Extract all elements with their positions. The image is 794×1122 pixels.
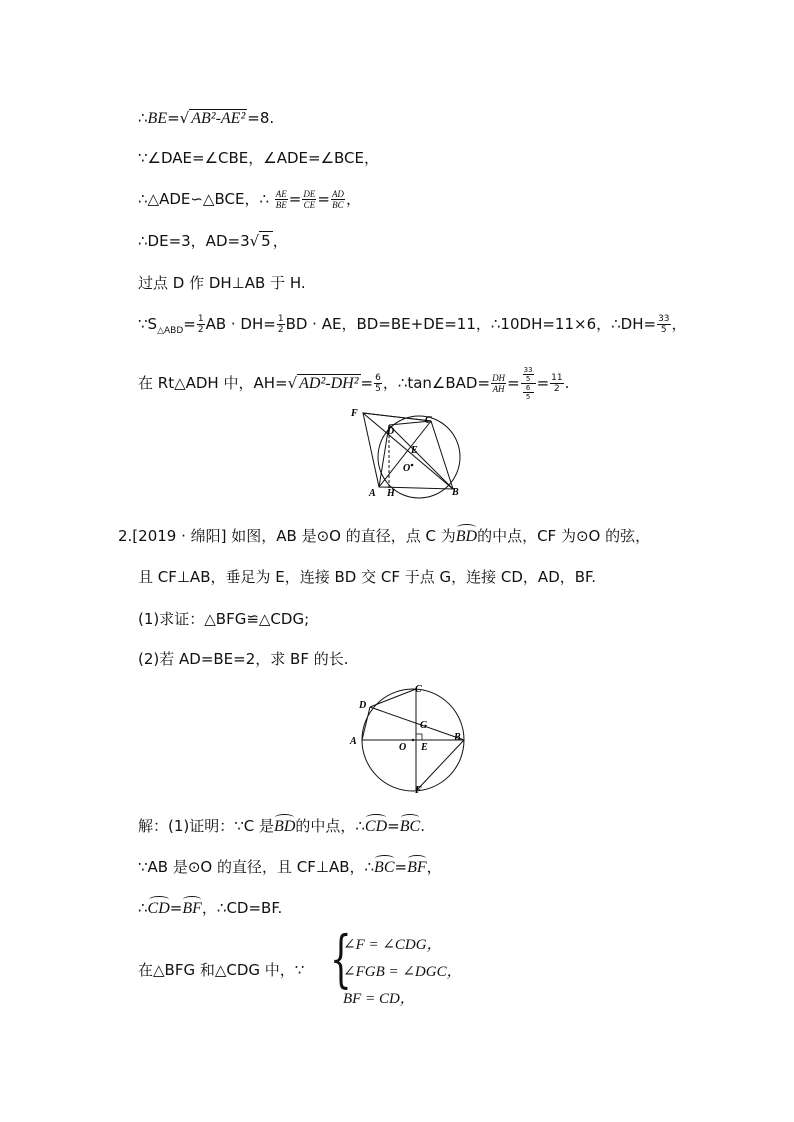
problem-2-line-1: 2.[2019 · 绵阳] 如图，AB 是⊙O 的直径，点 C 为BD的中点，CF 为⊙O 的弦， [118,527,651,545]
figure-2-label-a: A [350,736,357,747]
problem-2-question-2: (2)若 AD=BE=2，求 BF 的长. [138,650,349,668]
solution-2-line-3: ∴CD=BF，∴CD=BF. [138,899,283,917]
figure-2-label-f: F [415,785,422,794]
solution-2-line-1: 解：(1)证明：∵C 是BD的中点，∴CD=BC. [138,817,425,835]
solution-line-angles: ∵∠DAE=∠CBE，∠ADE=∠BCE， [138,149,380,167]
figure-2-label-c: C [415,684,422,695]
figure-1-label-c: C [425,415,432,426]
solution-line-area: $\because S_{\triangle ABD}=$ $\frac{1}{2}$ AB · DH= $\frac{1}{2}$ BD · AE，BD=BE+DE=11，∴10DH=11×6，∴DH= $\frac{33}{5}$ ， [138,314,687,336]
figure-2-label-o: O [399,742,407,753]
figure-1-label-o: O [403,463,411,474]
solution-line-dh: 过点 D 作 DH⊥AB 于 H. [138,274,306,292]
figure-1-label-a: A [369,488,376,499]
figure-1-label-d: D [387,426,395,437]
equation-system-brace: { [330,922,352,995]
problem-2-question-1: (1)求证：△BFG≌△CDG; [138,610,310,628]
figure-2-label-e: E [421,742,428,753]
figure-2-label-g: G [420,720,428,731]
figure-2-label-b: B [454,732,461,743]
solution-2-line-2: ∵AB 是⊙O 的直径，且 CF⊥AB，∴BC=BF， [138,858,442,876]
figure-1-label-e: E [411,445,418,456]
solution-line-be: ∴BE=√ AB²-AE² =8. [138,109,275,127]
figure-2-circle-diagram [345,682,465,794]
figure-1-label-h: H [387,488,395,499]
problem-2-line-2: 且 CF⊥AB，垂足为 E，连接 BD 交 CF 于点 G，连接 CD，AD，BF. [138,568,597,586]
figure-1-label-b: B [452,487,459,498]
system-equation-2: ∠FGB = ∠DGC， [343,964,462,980]
solution-line-de-ad: ∴DE=3，AD=3√ 5 ， [138,232,288,250]
system-equation-3: BF = CD， [343,991,415,1007]
figure-2-label-d: D [359,700,367,711]
system-equation-1: ∠F = ∠CDG， [343,937,442,953]
figure-1-label-f: F [351,408,358,419]
solution-line-tan: 在 Rt△ADH 中，AH=√ AD²-DH² = $\frac{6}{5}$ ，∴tan∠BAD= $\frac{DH}{AH}$ = 33 5 6 5 = $\frac{11}{2}$ . [138,366,570,401]
solution-2-line-4: 在△BFG 和△CDG 中，∵ [138,961,305,979]
solution-line-similar: ∴△ADE∽△BCE，∴ $\frac{AE}{BE}$ = $\frac{DE}{CE}$ = $\frac{AD}{BC}$ ， [138,189,361,210]
figure-1-circle-diagram [345,405,470,505]
